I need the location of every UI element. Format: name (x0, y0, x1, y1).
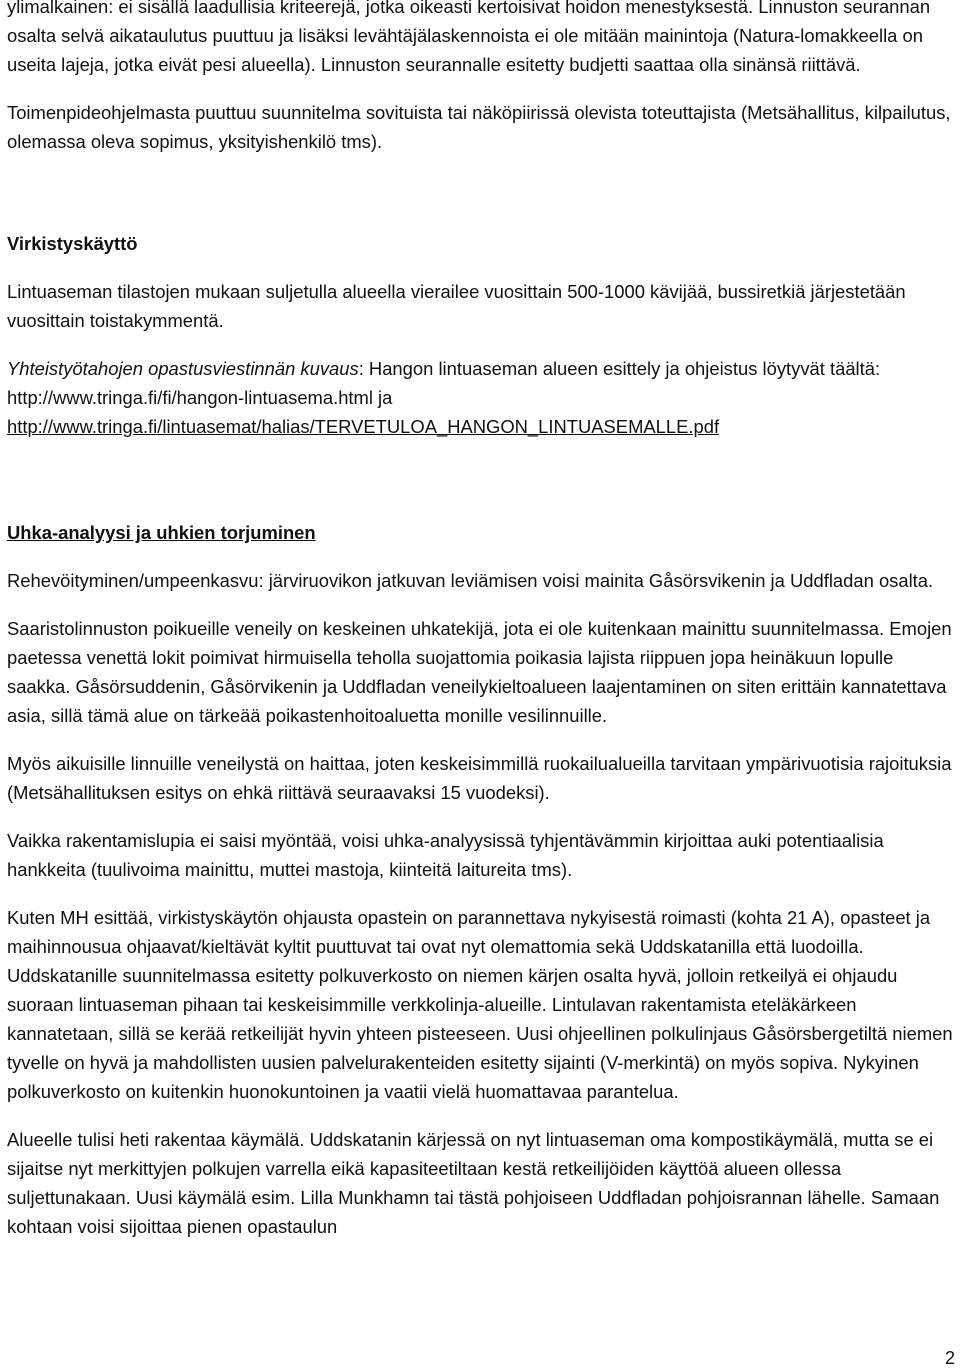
paragraph-toimenpideohjelma: Toimenpideohjelmasta puuttuu suunnitelma sovituista tai näköpiirissä olevista toteuttajista (Metsähallitus, kilpailutus, olemassa oleva sopimus, yksityishenkilö tms). (7, 102, 951, 152)
paragraph-veneily-aikuiset: Myös aikuisille linnuille veneilystä on haittaa, joten keskeisimmillä ruokailualueilla tarvitaan ympärivuotisia rajoituksia (Metsähallituksen esitys on ehkä riittävä seuraavaksi 15 vuodeksi). (7, 753, 952, 803)
paragraph-rakentaminen: Vaikka rakentamislupia ei saisi myöntää, voisi uhka-analyysissä tyhjentävämmin kirjoittaa auki potentiaalisia hankkeita (tuulivoima mainittu, muttei mastoja, kiinteitä laitureita tms). (7, 830, 884, 880)
paragraph-opasteet: Kuten MH esittää, virkistyskäytön ohjausta opastein on parannettava nykyisestä roimasti (kohta 21 A), opasteet ja maihinnousua ohjaavat/kieltävät kyltit puuttuvat tai ovat nyt olemattomia sekä Uddskatanilla että luodoilla. Uddskatanille suunnitelmassa esitetty polkuverkosto on niemen kärjen osalta hyvä, jolloin retkeilyä ei ohjaudu suoraan lintuaseman pihaan tai keskeisimmille verkkolinja-alueille. Lintulavan rakentamista eteläkärkeen kannatetaan, sillä se kerää retkeilijät hyvin yhteen pisteeseen. Uusi ohjeellinen polkulinjaus Gåsörsbergetiltä niemen tyvelle on hyvä ja mahdollisten uusien palvelurakenteiden esitetty sijainti (V-merkintä) on myös sopiva. Nykyinen polkuverkosto on kuitenkin huonokuntoinen ja vaatii vielä huomattavaa parantelua. (7, 907, 953, 1102)
section-spacer (7, 175, 955, 229)
section-spacer (7, 460, 955, 518)
paragraph-veneily-poikueet: Saaristolinnuston poikueille veneily on keskeinen uhkatekijä, jota ei ole kuitenkaan mainittu suunnitelmassa. Emojen paetessa venettä lokit poimivat hirmuisella teholla suojattomia poikasia lajista riippuen jopa heinäkuun lopulle saakka. Gåsörsuddenin, Gåsörvikenin ja Uddfladan veneilykieltoalueen laajentaminen on siten erittäin kannatettava asia, sillä tämä alue on tärkeää poikastenhoitoaluetta monille vesilinnuille. (7, 618, 952, 726)
paragraph-opastusviestinta (7, 354, 955, 441)
paragraph-rehevoityminen: Rehevöityminen/umpeenkasvu: järviruovikon jatkuvan leviämisen voisi mainita Gåsörsvikenin ja Uddfladan osalta. (7, 570, 934, 591)
opastusviestinta-label: Yhteistyötahojen opastusviestinnän kuvaus (7, 358, 359, 379)
heading-uhka-analyysi: Uhka-analyysi ja uhkien torjuminen (7, 522, 316, 543)
opastusviestinta-text: : Hangon lintuaseman alueen esittely ja ohjeistus löytyvät täältä: http://www.tringa.fi/fi/hangon-lintuasema.html ja (7, 358, 881, 408)
paragraph-kaymala: Alueelle tulisi heti rakentaa käymälä. Uddskatanin kärjessä on nyt lintuaseman oma kompostikäymälä, mutta se ei sijaitse nyt merkittyjen polkujen varrella eikä kapasiteetiltaan kestä retkeilijöiden käyttöä alueen ollessa suljettunakaan. Uusi käymälä esim. Lilla Munkhamn tai tästä pohjoiseen Uddfladan pohjoisrannan lähelle. Samaan kohtaan voisi sijoittaa pienen opastaulun (7, 1129, 940, 1237)
page-number: 2 (944, 1348, 955, 1368)
heading-virkistyskaytto: Virkistyskäyttö (7, 233, 138, 254)
paragraph-seuranta: ylimalkainen: ei sisällä laadullisia kriteerejä, jotka oikeasti kertoisivat hoidon menestyksestä. Linnuston seurannan osalta selvä aikataulutus puuttuu ja lisäksi levähtäjälaskennoista ei ole mitään mainintoja (Natura-lomakkeella on useita lajeja, jotka eivät pesi alueella). Linnuston seurannalle esitetty budjetti saattaa olla sinänsä riittävä. (7, 0, 931, 75)
paragraph-kavijat: Lintuaseman tilastojen mukaan suljetulla alueella vierailee vuosittain 500-1000 kävijää, bussiretkiä järjestetään vuosittain toistakymmentä. (7, 281, 906, 331)
lintuasema-pdf-link[interactable]: http://www.tringa.fi/lintuasemat/halias/TERVETULOA_HANGON_LINTUASEMALLE.pdf (7, 416, 720, 437)
document-page (7, 0, 955, 1260)
